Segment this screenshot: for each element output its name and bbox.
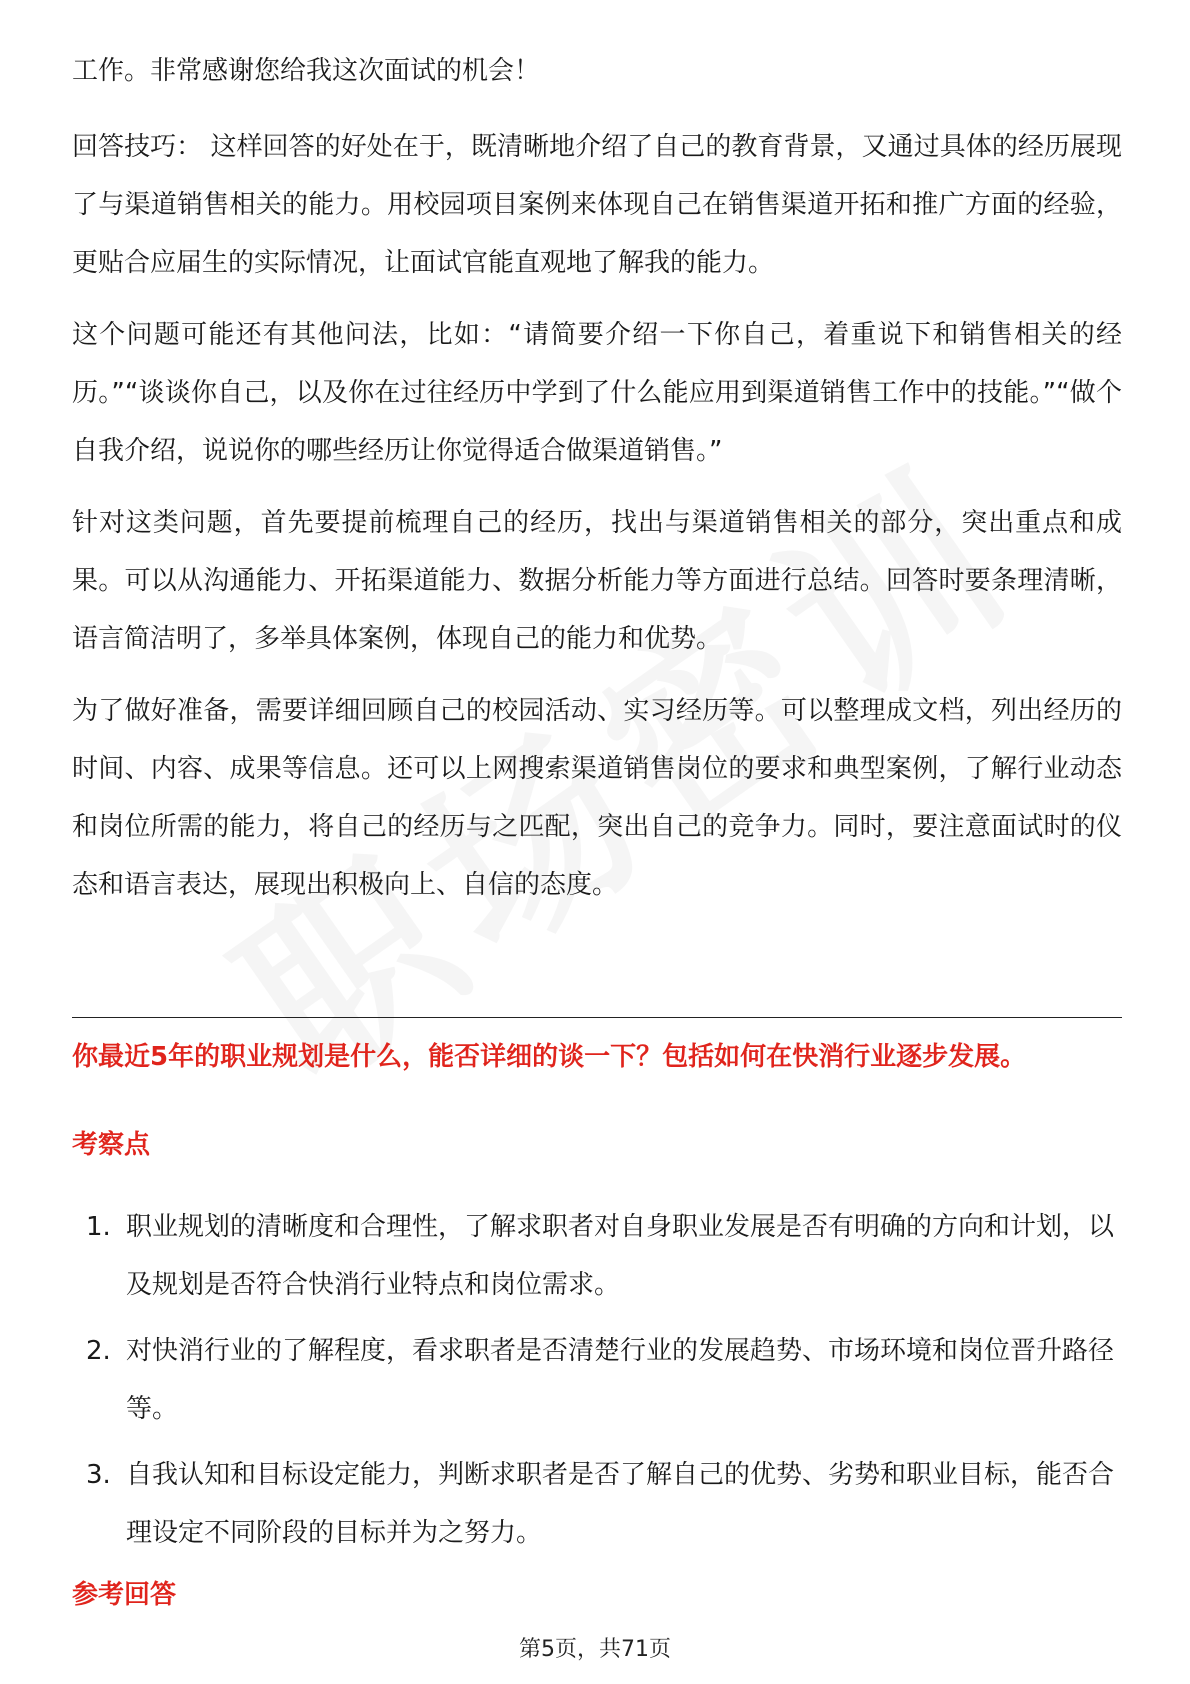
paragraph-alt-questions: 这个问题可能还有其他问法，比如：“请简要介绍一下你自己，着重说下和销售相关的经历。”“谈谈你自己，以及你在过往经历中学到了什么能应用到渠道销售工作中的技能。”“做个自我介绍，说说你的哪些经历让你觉得适合做渠道销售。” bbox=[72, 320, 1122, 466]
section-heading-answer: 参考回答 bbox=[72, 1580, 177, 1610]
list-item bbox=[72, 1198, 1122, 1314]
list-text: 自我认知和目标设定能力，判断求职者是否了解自己的优势、劣势和职业目标，能否合理设定不同阶段的目标并为之努力。 bbox=[126, 1460, 1115, 1548]
list-text: 职业规划的清晰度和合理性，了解求职者对自身职业发展是否有明确的方向和计划，以及规划是否符合快消行业特点和岗位需求。 bbox=[126, 1212, 1115, 1300]
paragraph-intro-end: 工作。非常感谢您给我这次面试的机会！ bbox=[72, 56, 541, 86]
question-title: 你最近5年的职业规划是什么，能否详细的谈一下？包括如何在快消行业逐步发展。 bbox=[72, 1042, 1027, 1072]
list-number: 2. bbox=[86, 1336, 111, 1366]
list-item bbox=[72, 1446, 1122, 1562]
paragraph-approach: 针对这类问题，首先要提前梳理自己的经历，找出与渠道销售相关的部分，突出重点和成果。可以从沟通能力、开拓渠道能力、数据分析能力等方面进行总结。回答时要条理清晰，语言简洁明了，多举具体案例，体现自己的能力和优势。 bbox=[72, 508, 1122, 654]
list-text: 对快消行业的了解程度，看求职者是否清楚行业的发展趋势、市场环境和岗位晋升路径等。 bbox=[126, 1336, 1115, 1424]
points-list bbox=[72, 1198, 1122, 1570]
list-number: 1. bbox=[86, 1212, 111, 1242]
page-footer: 第5页，共71页 bbox=[519, 1637, 671, 1662]
paragraph-answer-tips: 回答技巧： 这样回答的好处在于，既清晰地介绍了自己的教育背景，又通过具体的经历展现了与渠道销售相关的能力。用校园项目案例来体现自己在销售渠道开拓和推广方面的经验，更贴合应届生的实际情况，让面试官能直观地了解我的能力。 bbox=[72, 132, 1122, 278]
section-divider bbox=[72, 1017, 1122, 1018]
section-heading-points: 考察点 bbox=[72, 1130, 151, 1160]
list-item bbox=[72, 1322, 1122, 1438]
list-number: 3. bbox=[86, 1460, 111, 1490]
paragraph-preparation: 为了做好准备，需要详细回顾自己的校园活动、实习经历等。可以整理成文档，列出经历的时间、内容、成果等信息。还可以上网搜索渠道销售岗位的要求和典型案例，了解行业动态和岗位所需的能力，将自己的经历与之匹配，突出自己的竞争力。同时，要注意面试时的仪态和语言表达，展现出积极向上、自信的态度。 bbox=[72, 696, 1122, 900]
